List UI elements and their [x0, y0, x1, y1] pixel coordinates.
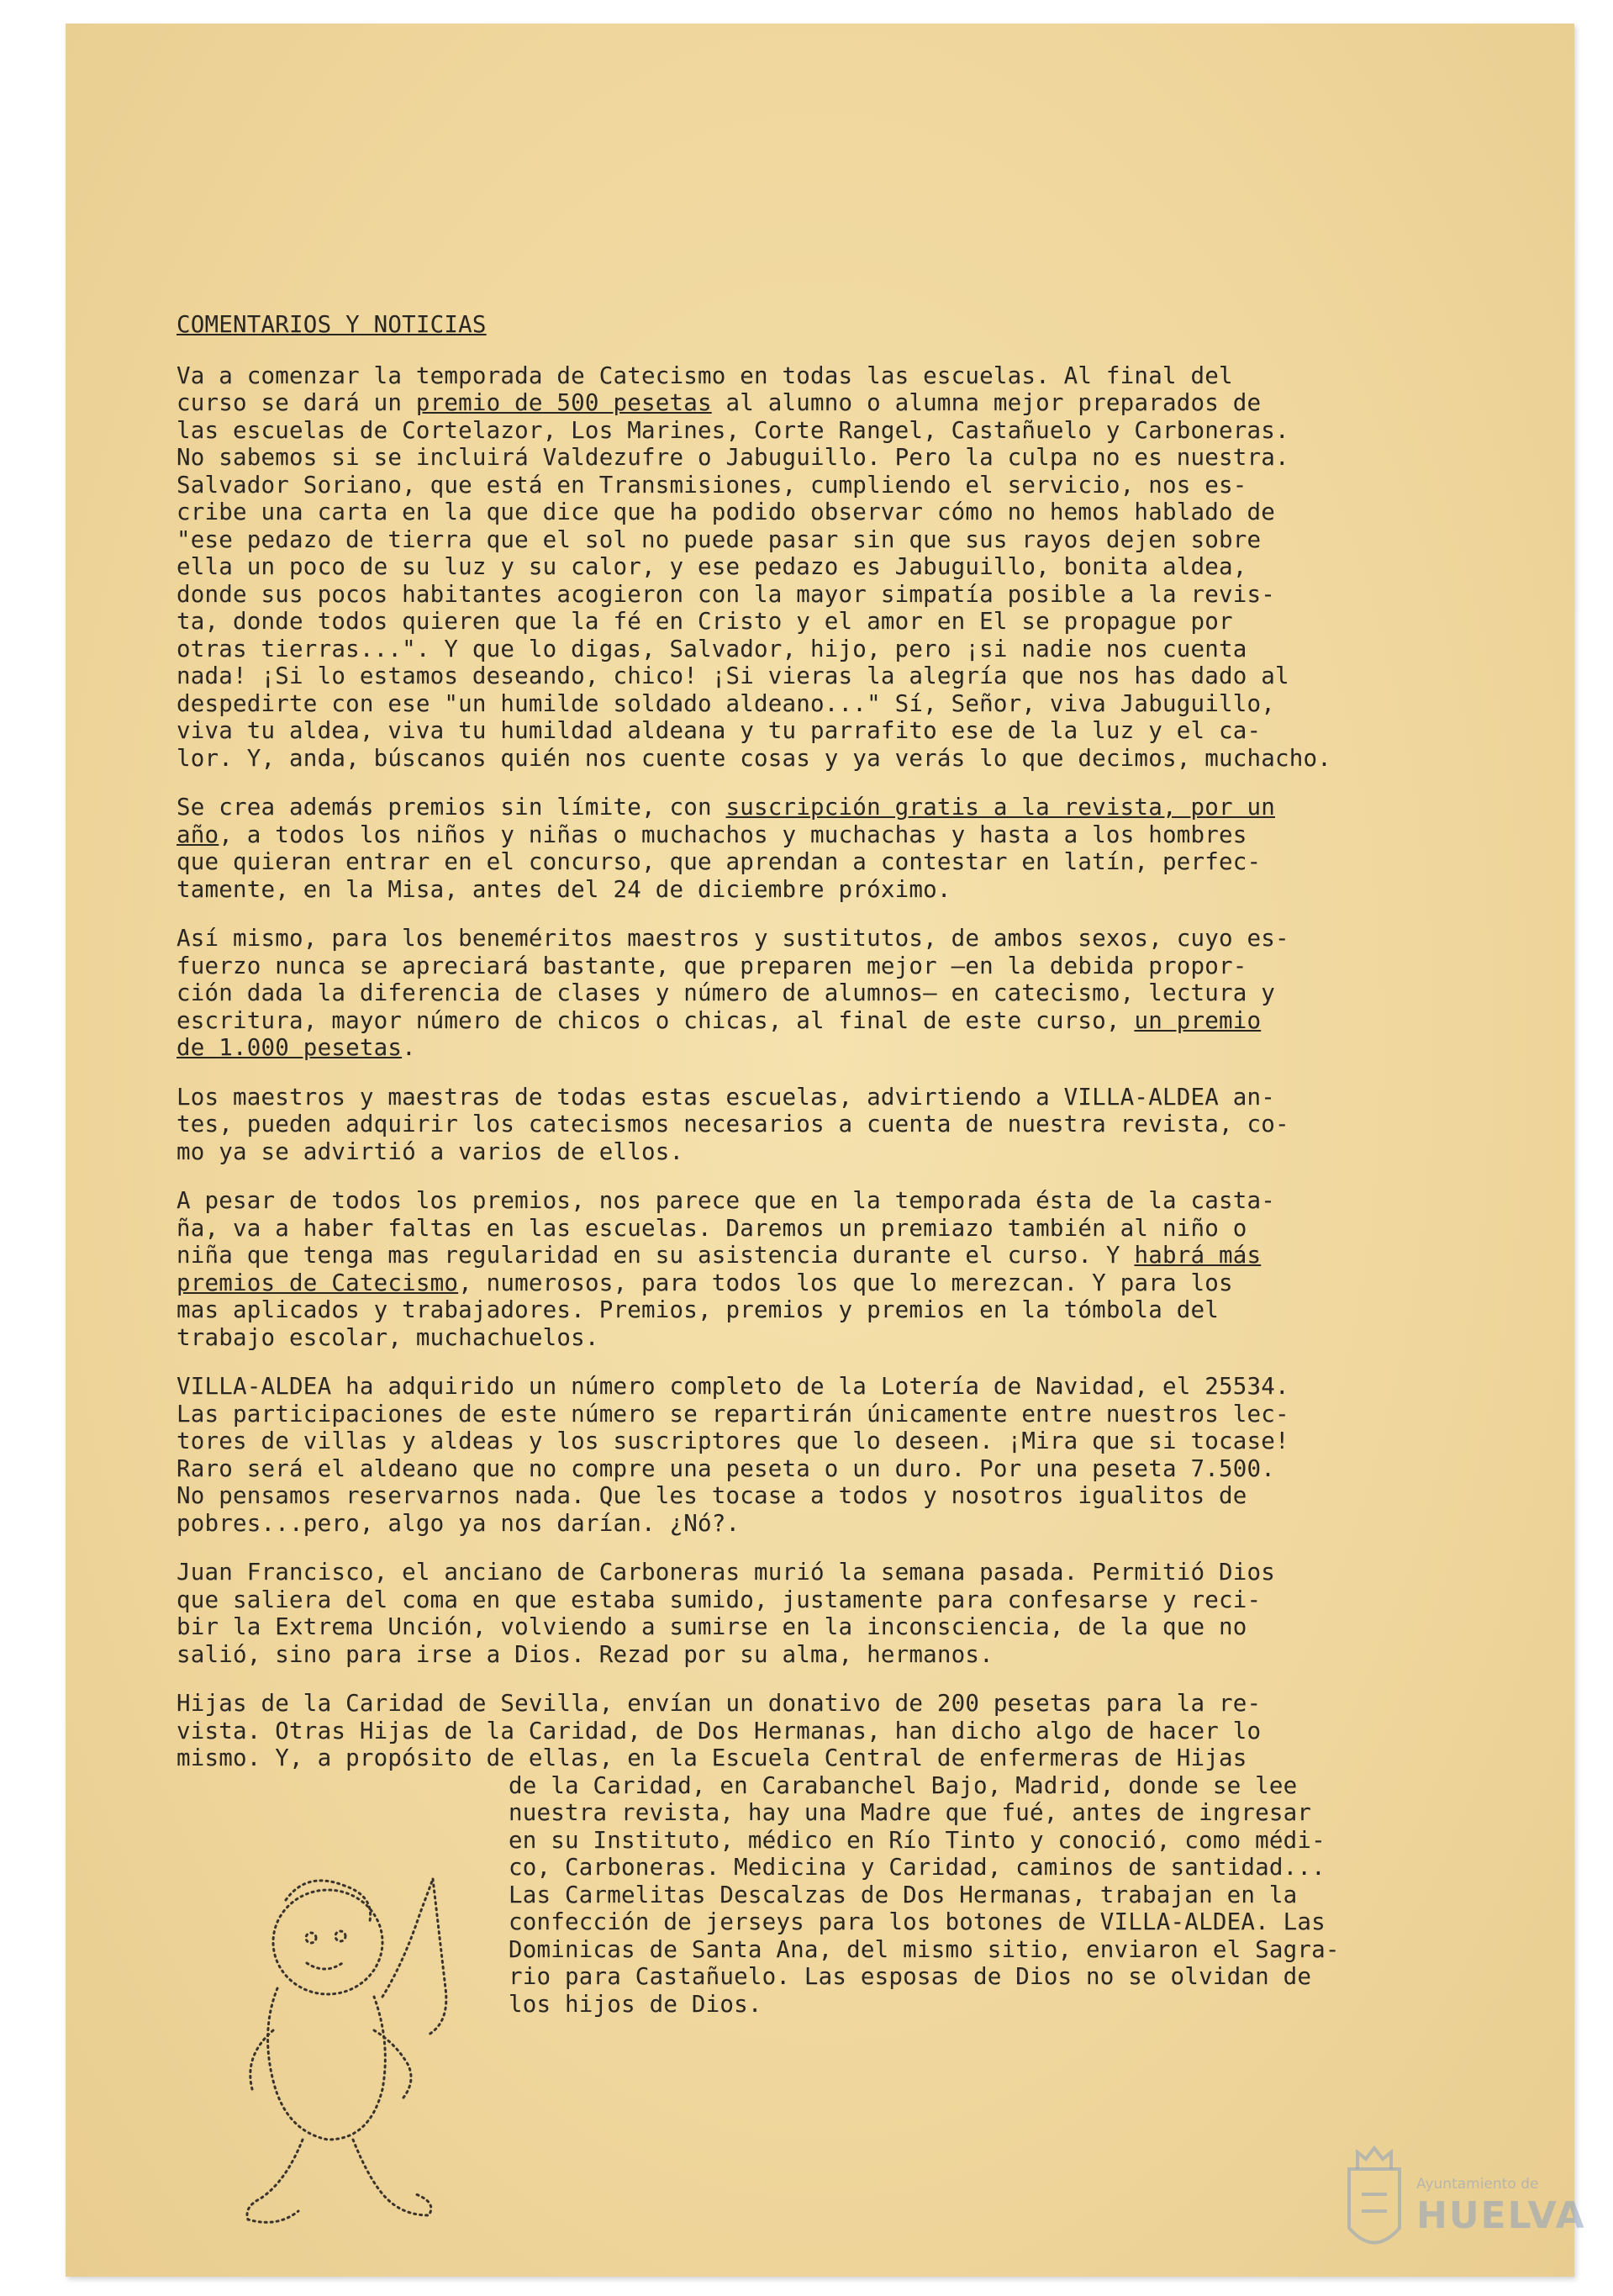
watermark-caption: Ayuntamiento de: [1416, 2176, 1539, 2193]
shield-icon: [1336, 2135, 1412, 2262]
municipal-watermark: [1336, 2135, 1586, 2270]
text-line: que saliera del coma en que estaba sumido, justamente para confesarse y reci-: [177, 1586, 1262, 1613]
text-line: [177, 389, 1488, 417]
text-line: mas aplicados y trabajadores. Premios, premios y premios en la tómbola del: [177, 1296, 1219, 1323]
text-line: de la Caridad, en Carabanchel Bajo, Madrid, donde se lee: [509, 1771, 1298, 1799]
text-line: Juan Francisco, el anciano de Carboneras murió la semana pasada. Permitió Dios: [177, 1559, 1275, 1586]
text-line: No sabemos si se incluirá Valdezufre o Jabuguillo. Pero la culpa no es nuestra.: [177, 444, 1289, 471]
text-line: "ese pedazo de tierra que el sol no puede pasar sin que sus rayos dejen sobre: [177, 525, 1262, 553]
text-line: rio para Castañuelo. Las esposas de Dios no se olvidan de: [509, 1963, 1312, 1990]
text-line: vista. Otras Hijas de la Caridad, de Dos Hermanas, han dicho algo de hacer lo: [177, 1717, 1262, 1744]
text-line: otras tierras...". Y que lo digas, Salvador, hijo, pero ¡si nadie nos cuenta: [177, 635, 1247, 662]
text-line: [177, 1034, 1488, 1062]
paragraph: [177, 794, 1488, 903]
text-line: nada! ¡Si lo estamos deseando, chico! ¡Si vieras la alegría que nos has dado al: [177, 662, 1289, 689]
paragraph: [177, 1084, 1488, 1166]
text-line: Dominicas de Santa Ana, del mismo sitio, enviaron el Sagra-: [509, 1935, 1340, 1963]
watermark-title: HUELVA: [1416, 2194, 1586, 2237]
text-run: escritura, mayor número de chicos o chicas, al final de este curso,: [177, 1006, 1135, 1034]
text-line: donde sus pocos habitantes acogieron con la mayor simpatía posible a la revis-: [177, 580, 1275, 608]
text-line: confección de jerseys para los botones de VILLA-ALDEA. Las: [509, 1908, 1326, 1935]
underlined-phrase: suscripción gratis a la revista, por un: [725, 794, 1275, 821]
paragraph: [177, 925, 1488, 1062]
text-line: despedirte con ese "un humilde soldado aldeano..." Sí, Señor, viva Jabuguillo,: [177, 689, 1275, 717]
document-body: [177, 311, 1488, 2040]
text-line: Hijas de la Caridad de Sevilla, envían un donativo de 200 pesetas para la re-: [177, 1690, 1262, 1717]
underlined-phrase: premios de Catecismo: [177, 1269, 459, 1296]
text-line: Los maestros y maestras de todas estas escuelas, advirtiendo a VILLA-ALDEA an-: [177, 1083, 1275, 1111]
text-line: Salvador Soriano, que está en Transmisiones, cumpliendo el servicio, nos es-: [177, 471, 1247, 499]
text-line: Va a comenzar la temporada de Catecismo en todas las escuelas. Al final del: [177, 362, 1233, 389]
text-run: .: [402, 1034, 416, 1061]
text-run: curso se dará un: [177, 389, 416, 416]
text-line: trabajo escolar, muchachuelos.: [177, 1323, 599, 1351]
text-line: viva tu aldea, viva tu humildad aldeana y tu parrafito ese de la luz y el ca-: [177, 717, 1262, 744]
text-line: los hijos de Dios.: [509, 1990, 762, 2018]
text-line: tamente, en la Misa, antes del 24 de diciembre próximo.: [177, 875, 951, 903]
text-line: nuestra revista, hay una Madre que fué, antes de ingresar: [509, 1799, 1312, 1826]
text-line: en su Instituto, médico en Río Tinto y conoció, como médi-: [509, 1826, 1326, 1854]
text-line: tores de villas y aldeas y los suscriptores que lo deseen. ¡Mira que si tocase!: [177, 1428, 1289, 1454]
paragraph: [177, 1187, 1488, 1351]
text-line: bir la Extrema Unción, volviendo a sumirse en la inconsciencia, de la que no: [177, 1613, 1247, 1640]
text-line: [177, 821, 1488, 849]
text-line: [177, 1007, 1488, 1035]
text-line: que quieran entrar en el concurso, que aprendan a contestar en latín, perfec-: [177, 848, 1262, 875]
text-line: Raro será el aldeano que no compre una peseta o un duro. Por una peseta 7.500.: [177, 1454, 1275, 1482]
text-line: Así mismo, para los beneméritos maestros y sustitutos, de ambos sexos, cuyo es-: [177, 925, 1289, 952]
paragraph-container: [177, 362, 1488, 1669]
text-line: co, Carboneras. Medicina y Caridad, caminos de santidad...: [509, 1854, 1326, 1881]
text-line: VILLA-ALDEA ha adquirido un número completo de la Lotería de Navidad, el 25534.: [177, 1373, 1289, 1400]
text-line: pobres...pero, algo ya nos darían. ¿Nó?.: [177, 1509, 741, 1537]
paragraph: [177, 1559, 1488, 1668]
text-line: ña, va a haber faltas en las escuelas. Daremos un premiazo también al niño o: [177, 1214, 1247, 1242]
text-line: lor. Y, anda, búscanos quién nos cuente cosas y ya verás lo que decimos, muchacho.: [177, 744, 1332, 772]
paragraph: [177, 1373, 1488, 1537]
text-run: , a todos los niños y niñas o muchachos y muchachas y hasta a los hombres: [219, 821, 1247, 848]
text-line: [177, 794, 1488, 821]
text-line: Las participaciones de este número se repartirán únicamente entre nuestros lec-: [177, 1400, 1289, 1428]
text-run: al alumno o alumna mejor preparados de: [711, 389, 1262, 416]
text-line: ella un poco de su luz y su calor, y ese pedazo es Jabuguillo, bonita aldea,: [177, 553, 1247, 580]
text-run: niña que tenga mas regularidad en su asistencia durante el curso. Y: [177, 1242, 1135, 1269]
text-line: fuerzo nunca se apreciará bastante, que preparen mejor —en la debida propor-: [177, 952, 1247, 979]
text-run: , numerosos, para todos los que lo merezcan. Y para los: [458, 1269, 1233, 1296]
underlined-phrase: año: [177, 821, 219, 848]
text-line: salió, sino para irse a Dios. Rezad por su alma, hermanos.: [177, 1640, 994, 1668]
text-line: A pesar de todos los premios, nos parece que en la temporada ésta de la casta-: [177, 1187, 1275, 1214]
underlined-phrase: un premio: [1134, 1006, 1262, 1034]
text-line: Las Carmelitas Descalzas de Dos Hermanas, trabajan en la: [509, 1881, 1298, 1908]
underlined-phrase: de 1.000 pesetas: [177, 1034, 403, 1061]
text-line: mo ya se advirtió a varios de ellos.: [177, 1137, 684, 1165]
paragraph: [177, 362, 1488, 773]
text-line: ción dada la diferencia de clases y número de alumnos— en catecismo, lectura y: [177, 979, 1275, 1006]
text-line: [177, 1242, 1488, 1269]
text-line: mismo. Y, a propósito de ellas, en la Escuela Central de enfermeras de Hijas: [177, 1744, 1247, 1771]
section-heading: COMENTARIOS Y NOTICIAS: [177, 311, 487, 338]
underlined-phrase: habrá más: [1134, 1242, 1262, 1269]
text-line: cribe una carta en la que dice que ha podido observar cómo no hemos hablado de: [177, 499, 1275, 525]
text-line: No pensamos reservarnos nada. Que les tocase a todos y nosotros igualitos de: [177, 1482, 1247, 1509]
text-line: tes, pueden adquirir los catecismos necesarios a cuenta de nuestra revista, co-: [177, 1111, 1289, 1137]
child-illustration: [227, 1862, 513, 2241]
text-line: [177, 1269, 1488, 1297]
text-line: ta, donde todos quieren que la fé en Cristo y el amor en El se propague por: [177, 608, 1233, 635]
text-line: las escuelas de Cortelazor, Los Marines, Corte Rangel, Castañuelo y Carboneras.: [177, 416, 1289, 444]
underlined-phrase: premio de 500 pesetas: [415, 389, 712, 416]
text-run: Se crea además premios sin límite, con: [177, 794, 726, 821]
